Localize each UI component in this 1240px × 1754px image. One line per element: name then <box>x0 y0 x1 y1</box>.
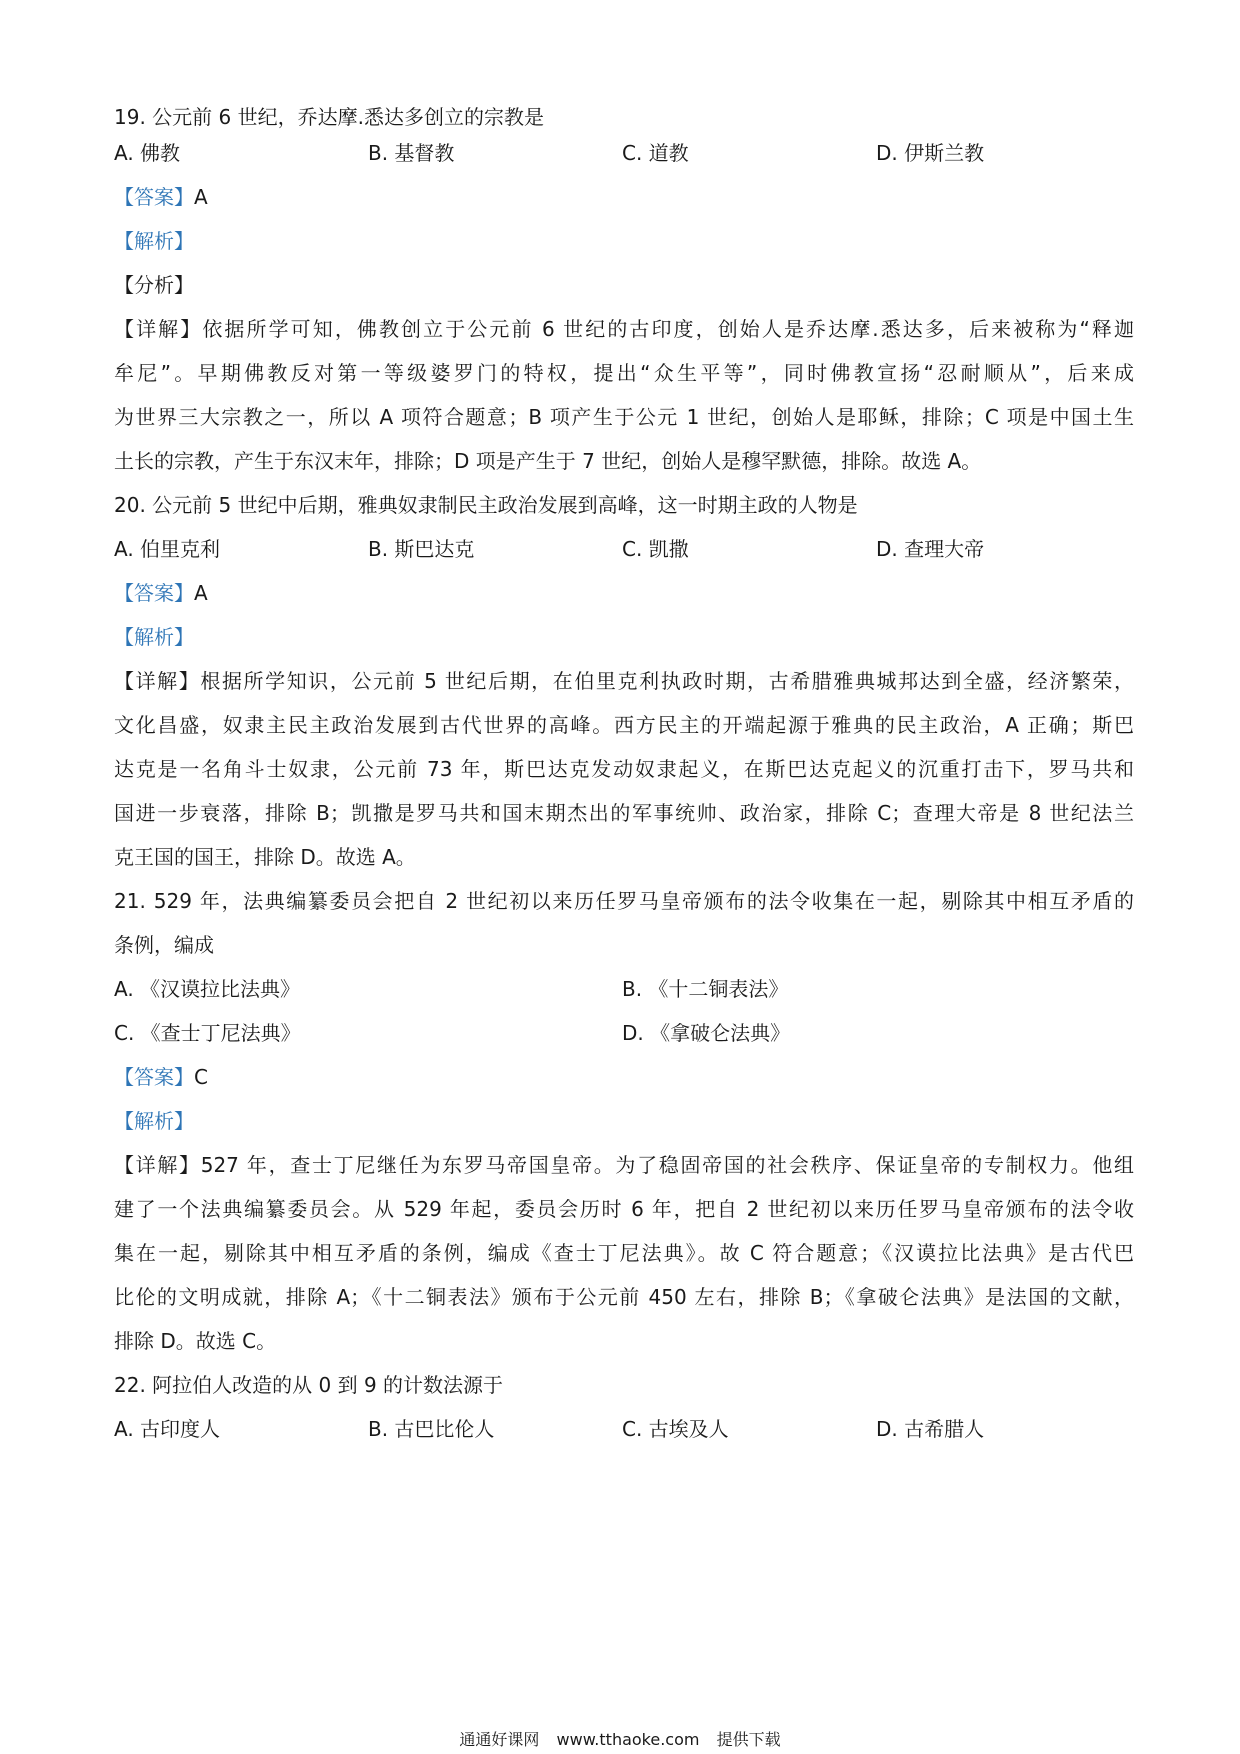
analysis-label: 【解析】 <box>114 229 194 253</box>
page-footer <box>0 1730 1240 1750</box>
q20-option-b: B. 斯巴达克 <box>368 537 475 561</box>
q21-detail-line: 比伦的文明成就，排除 A；《十二铜表法》颁布于公元前 450 左右，排除 B；《拿破仑法典》是法国的文献， <box>114 1285 1134 1309</box>
answer-value: C <box>194 1065 208 1089</box>
q19-option-a: A. 佛教 <box>114 141 181 165</box>
q20-detail-line <box>114 668 1134 694</box>
analysis-label: 【解析】 <box>114 1109 194 1133</box>
q21-stem-line: 条例，编成 <box>114 933 214 957</box>
q21-option-a: A. 《汉谟拉比法典》 <box>114 977 301 1001</box>
q19-fenxi-label <box>114 272 1134 298</box>
q20-detail-line: 国进一步衰落，排除 B；凯撒是罗马共和国末期杰出的军事统帅、政治家，排除 C；查理大帝是 8 世纪法兰 <box>114 801 1134 825</box>
q21-option-c: C. 《查士丁尼法典》 <box>114 1021 301 1045</box>
q21-detail-line: 建了一个法典编纂委员会。从 529 年起，委员会历时 6 年，把自 2 世纪初以来历任罗马皇帝颁布的法令收 <box>114 1197 1134 1221</box>
q20-detail-line: 文化昌盛，奴隶主民主政治发展到古代世界的高峰。西方民主的开端起源于雅典的民主政治，A 正确；斯巴 <box>114 713 1134 737</box>
q19-option-b: B. 基督教 <box>368 141 455 165</box>
q19-option-d: D. 伊斯兰教 <box>876 141 985 165</box>
q19-analysis-label <box>114 228 1134 254</box>
q19-detail-line <box>114 316 1134 342</box>
answer-label: 【答案】 <box>114 185 194 209</box>
fenxi-label: 【分析】 <box>114 273 194 297</box>
q22-stem: 22. 阿拉伯人改造的从 0 到 9 的计数法源于 <box>114 1373 504 1397</box>
q22-option-a: A. 古印度人 <box>114 1417 221 1441</box>
q19-detail-line: 牟尼”。早期佛教反对第一等级婆罗门的特权，提出“众生平等”，同时佛教宣扬“忍耐顺从”，后来成 <box>114 361 1134 385</box>
detail-text: 根据所学知识，公元前 5 世纪后期，在伯里克利执政时期，古希腊雅典城邦达到全盛，经济繁荣， <box>200 669 1135 693</box>
q20-detail-line: 达克是一名角斗士奴隶，公元前 73 年，斯巴达克发动奴隶起义，在斯巴达克起义的沉重打击下，罗马共和 <box>114 757 1134 781</box>
q20-stem: 20. 公元前 5 世纪中后期，雅典奴隶制民主政治发展到高峰，这一时期主政的人物是 <box>114 493 858 517</box>
detail-label: 【详解】 <box>114 317 203 341</box>
analysis-label: 【解析】 <box>114 625 194 649</box>
footer-note: 提供下载 <box>716 1730 781 1749</box>
q20-detail-line: 克王国的国王，排除 D。故选 A。 <box>114 845 416 869</box>
q20-answer <box>114 580 1134 606</box>
detail-text: 依据所学可知，佛教创立于公元前 6 世纪的古印度，创始人是乔达摩.悉达多，后来被称为“释迦 <box>202 317 1134 341</box>
answer-label: 【答案】 <box>114 1065 194 1089</box>
q19-detail-line: 土长的宗教，产生于东汉末年，排除；D 项是产生于 7 世纪，创始人是穆罕默德，排除。故选 A。 <box>114 449 982 473</box>
q21-option-d: D. 《拿破仑法典》 <box>622 1021 791 1045</box>
q19-detail-line: 为世界三大宗教之一，所以 A 项符合题意；B 项产生于公元 1 世纪，创始人是耶稣，排除；C 项是中国土生 <box>114 405 1134 429</box>
q19-option-c: C. 道教 <box>622 141 689 165</box>
q22-option-d: D. 古希腊人 <box>876 1417 985 1441</box>
detail-label: 【详解】 <box>114 669 201 693</box>
q19-answer <box>114 184 1134 210</box>
detail-label: 【详解】 <box>114 1153 201 1177</box>
answer-value: A <box>194 581 208 605</box>
q21-analysis-label <box>114 1108 1134 1134</box>
q20-option-c: C. 凯撒 <box>622 537 689 561</box>
q21-detail-line <box>114 1152 1134 1178</box>
q20-option-d: D. 查理大帝 <box>876 537 985 561</box>
q21-stem-line: 21. 529 年，法典编纂委员会把自 2 世纪初以来历任罗马皇帝颁布的法令收集在一起，剔除其中相互矛盾的 <box>114 889 1134 913</box>
q20-option-a: A. 伯里克利 <box>114 537 221 561</box>
q20-analysis-label <box>114 624 1134 650</box>
q19-stem: 19. 公元前 6 世纪，乔达摩.悉达多创立的宗教是 <box>114 105 544 129</box>
answer-value: A <box>194 185 208 209</box>
q21-answer <box>114 1064 1134 1090</box>
q22-option-c: C. 古埃及人 <box>622 1417 729 1441</box>
detail-text: 527 年，查士丁尼继任为东罗马帝国皇帝。为了稳固帝国的社会秩序、保证皇帝的专制权力。他组 <box>200 1153 1135 1177</box>
q21-detail-line: 集在一起，剔除其中相互矛盾的条例，编成《查士丁尼法典》。故 C 符合题意；《汉谟拉比法典》是古代巴 <box>114 1241 1134 1265</box>
footer-site-name: 通通好课网 <box>459 1730 540 1749</box>
answer-label: 【答案】 <box>114 581 194 605</box>
q22-option-b: B. 古巴比伦人 <box>368 1417 495 1441</box>
q21-detail-line: 排除 D。故选 C。 <box>114 1329 277 1353</box>
footer-url[interactable]: www.tthaoke.com <box>556 1730 700 1749</box>
q21-option-b: B. 《十二铜表法》 <box>622 977 789 1001</box>
